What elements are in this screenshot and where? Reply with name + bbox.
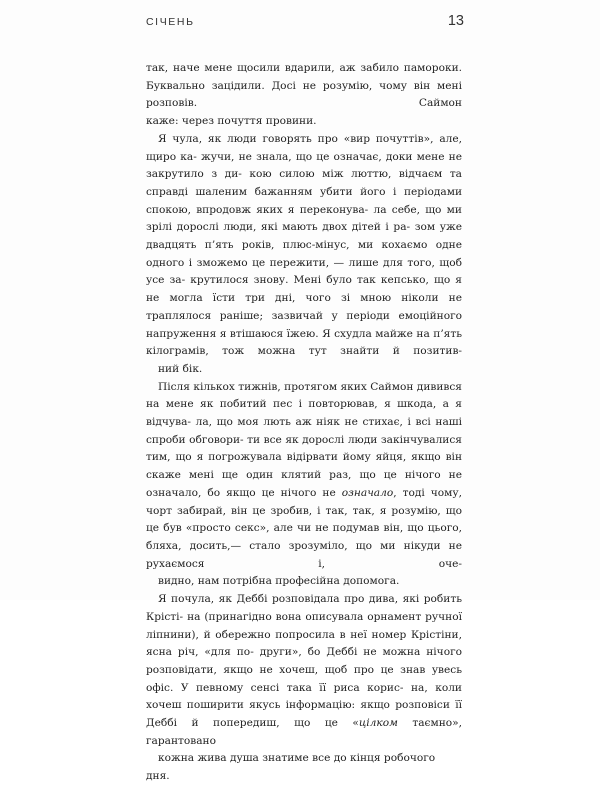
paragraph-4 [146,591,462,786]
line: щоб про це знав увесь офіс. У певному сенсі така її риса кориc- [146,663,462,694]
line: майже на п’ять кілограмів, тож можна тут знайти й позитив- [146,327,462,358]
line: убити його і періодами спокою, впродовж яких я переконува- [146,185,462,216]
line-part: , тоді [393,486,425,499]
running-head: СІЧЕНЬ [146,16,195,28]
emphasis: означало [341,486,394,499]
line: кожна жива душа знатиме все до кінця робочого дня. [146,752,436,783]
line: жучи, не знала, що це означає, доки мене не закрутило з ди- [146,150,463,181]
paragraph-3 [146,379,462,591]
line: мене як побитий пес і повторював, я шкода, а я відчува- [146,398,462,429]
line-part: її Деббі й попередиш, що це « [146,699,462,730]
line: відірвати йому яйця, якщо він скаже мені ще один клятий раз, [146,451,463,482]
paragraph-1 [146,60,462,131]
line: так, наче мене щосили вдарили, аж забило памороки. Буквально [146,62,462,92]
line: ла, що моя лють аж ніяк не стихає, і всі наші спроби обговори- [146,416,462,446]
body-text [146,60,462,786]
line: Я почула, як Деббі розповідала про дива, які робить Крісті- [146,593,462,623]
line: досить,— стало зрозуміло, що ми нікуди не рухаємося і, оче- [146,539,462,570]
line: кою силою між люттю, відчаєм та справді шаленим бажанням [146,168,462,198]
line: други», бо Деббі не можна нічого розповідати, якщо не хочеш, [146,646,462,676]
line: чому, чорт забирай, він це зробив, і так, так, я розумію, що [146,486,462,517]
line: у періоди емоційного напруження я втішаюся їжею. Я схудла [146,309,462,340]
paragraph-2 [146,131,462,379]
line: й обережно попросила в неї номер Крістіни, ясна річ, «для по- [146,628,462,659]
line: крутилося знову. Мені було так кепсько, що я не могла їсти [146,274,462,305]
line: видно, нам потрібна професійна допомога. [158,575,400,588]
line-part: таємно», гарантовано [146,717,462,747]
line: ти все як дорослі люди закінчувалися тим, що я погрожувала [146,433,462,464]
line: одного і зможемо це пережити, — лише для того, щоб усе за- [146,256,462,287]
page-number: 13 [447,13,464,29]
line: ла себе, що ми зрілі дорослі люди, які мають двох дітей і ра- [146,203,462,234]
emphasis: цілком [358,717,398,730]
line: Після кількох тижнів, протягом яких Саймон дивився на [146,380,462,411]
line: каже: через почуття провини. [146,115,317,128]
line: на, коли хочеш поширити якусь інформацію: якщо розповіси [146,681,462,712]
line: ний бік. [158,362,203,375]
line: на (принагідно вона описувала орнамент ручної ліпнини), [146,610,462,641]
line: Я чула, як люди говорять про «вир почуттів», але, щиро ка- [146,132,462,163]
line: три дні, чого зі мною ніколи не траплялося раніше; зазвичай [146,292,462,322]
line-part: що це нічого не означало, бо якщо це нічого не [146,469,462,499]
line: це був «просто секс», але чи не подумав він, що цього, бляха, [146,522,462,552]
line: зом уже двадцять п’ять років, плюс-мінус, ми кохаємо одне [146,221,462,252]
line: зацідили. Досі не розумію, чому він мені розповів. Саймон [146,79,463,110]
